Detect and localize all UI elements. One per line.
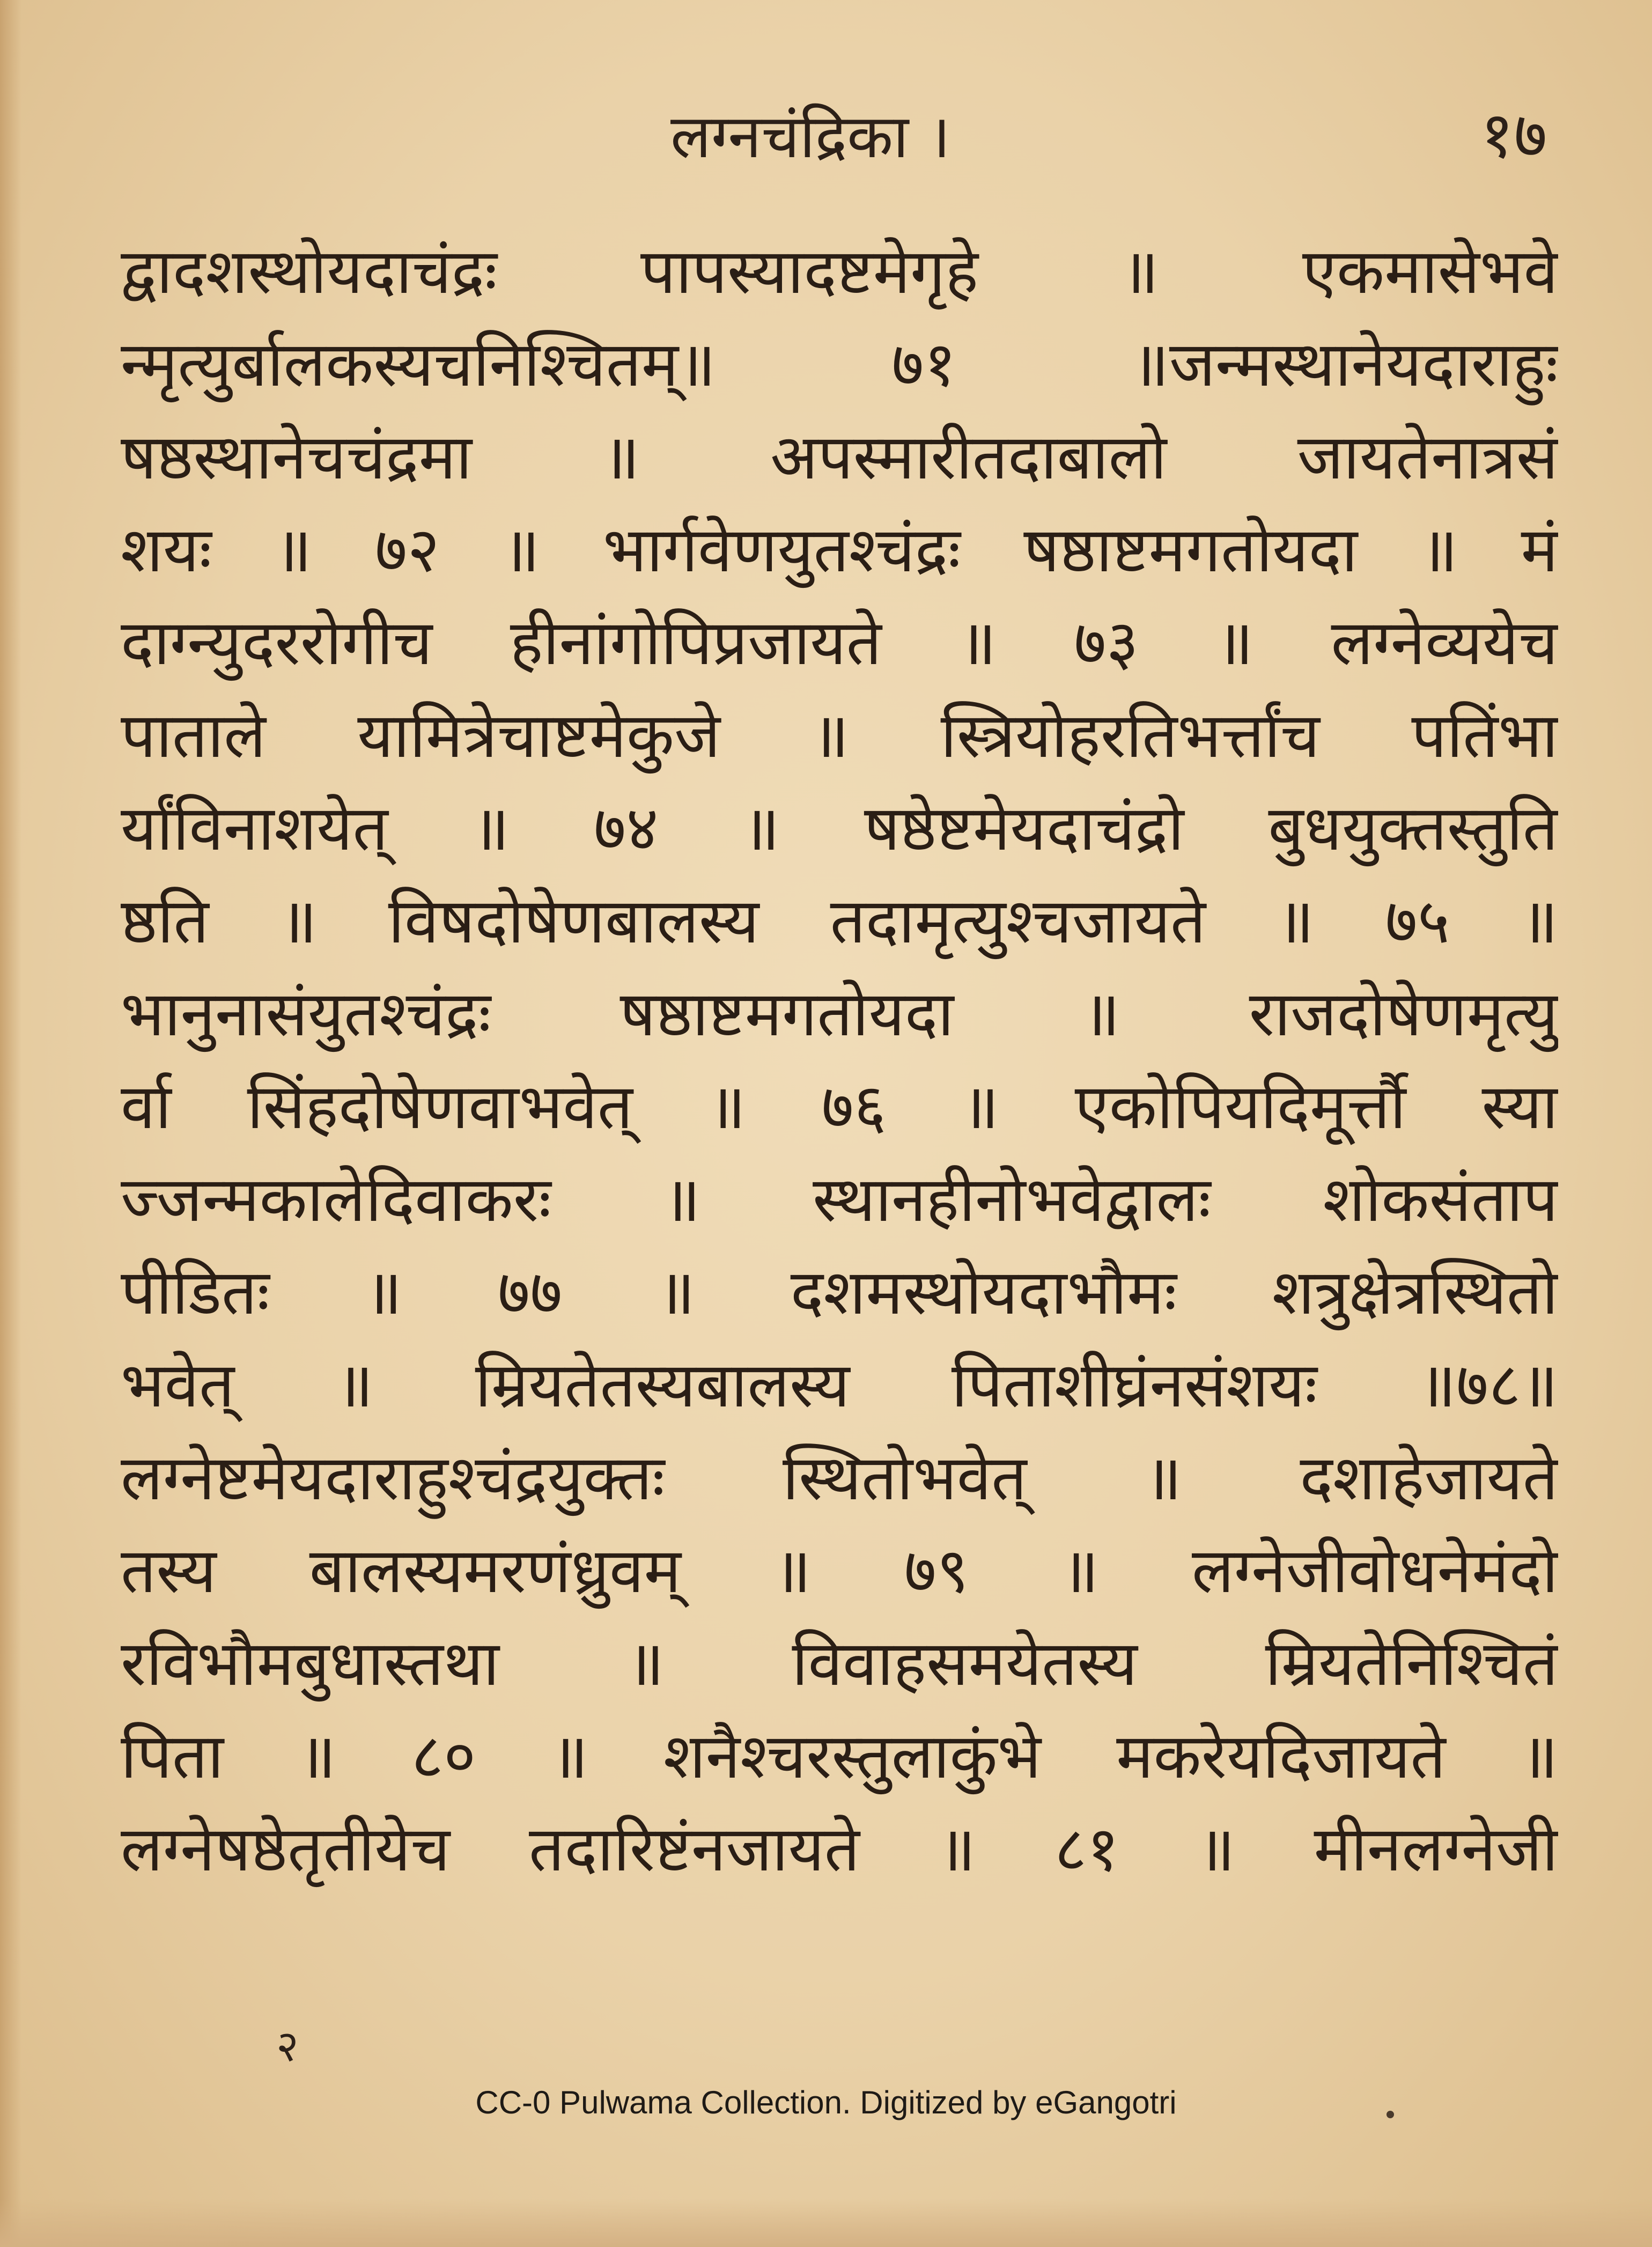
body-text-block [121,225,1558,1896]
text-line: लग्नेषष्ठेतृतीयेच तदारिष्टंनजायते ॥ ८१ ॥ मीनलग्नेजी [121,1813,1558,1885]
running-header-title: लग्नचंद्रिका । [670,102,951,172]
text-line: द्वादशस्थोयदाचंद्रः पापस्यादष्टमेगृहे ॥ एकमासेभवे [121,235,1558,308]
text-line: रविभौमबुधास्तथा ॥ विवाहसमयेतस्य म्रियतेनिश्चितं [121,1627,1558,1700]
text-line: षष्ठस्थानेचचंद्रमा ॥ अपस्मारीतदाबालो जायतेनात्रसं [121,421,1558,493]
text-line: पीडितः ॥ ७७ ॥ दशमस्थोयदाभौमः शत्रुक्षेत्रस्थितो [121,1256,1558,1329]
digitization-watermark: CC-0 Pulwama Collection. Digitized by eGangotri [475,2084,1177,2120]
page-bottom-shadow [0,2199,1652,2247]
page-edge-shadow [0,0,21,2247]
text-line: ष्ठति ॥ विषदोषेणबालस्य तदामृत्युश्चजायते ॥ ७५ ॥ [121,885,1558,957]
text-line: लग्नेष्टमेयदाराहुश्चंद्रयुक्तः स्थितोभवेत् ॥ दशाहेजायते [121,1442,1558,1514]
text-line: शयः ॥ ७२ ॥ भार्गवेणयुतश्चंद्रः षष्ठाष्टमगतोयदा ॥ मं [121,514,1558,586]
text-line: पिता ॥ ८० ॥ शनैश्चरस्तुलाकुंभे मकरेयदिजायते ॥ [121,1720,1558,1793]
text-line: र्यांविनाशयेत् ॥ ७४ ॥ षष्ठेष्टमेयदाचंद्रो बुधयुक्तस्तुति [121,792,1558,865]
text-line: न्मृत्युर्बालकस्यचनिश्चितम्॥ ७१ ॥जन्मस्थानेयदाराहुः [121,328,1558,401]
text-line: र्वा सिंहदोषेणवाभवेत् ॥ ७६ ॥ एकोपियदिमूर्त्तौ स्या [121,1071,1558,1143]
ink-speck [1386,2111,1394,2118]
page-number: १७ [1480,98,1547,173]
text-line: भवेत् ॥ म्रियतेतस्यबालस्य पिताशीघ्रंनसंशयः ॥७८॥ [121,1349,1558,1421]
text-line: ज्जन्मकालेदिवाकरः ॥ स्थानहीनोभवेद्वालः शोकसंताप [121,1163,1558,1236]
text-line: दाग्न्युदररोगीच हीनांगोपिप्रजायते ॥ ७३ ॥ लग्नेव्ययेच [121,607,1558,679]
text-line: भानुनासंयुतश्चंद्रः षष्ठाष्टमगतोयदा ॥ राजदोषेणमृत्यु [121,978,1558,1050]
signature-mark: २ [276,2021,299,2071]
text-line: तस्य बालस्यमरणंध्रुवम् ॥ ७९ ॥ लग्नेजीवोधनेमंदो [121,1535,1558,1607]
text-line: पाताले यामित्रेचाष्टमेकुजे ॥ स्त्रियोहरतिभर्त्तांच पतिंभा [121,699,1558,772]
